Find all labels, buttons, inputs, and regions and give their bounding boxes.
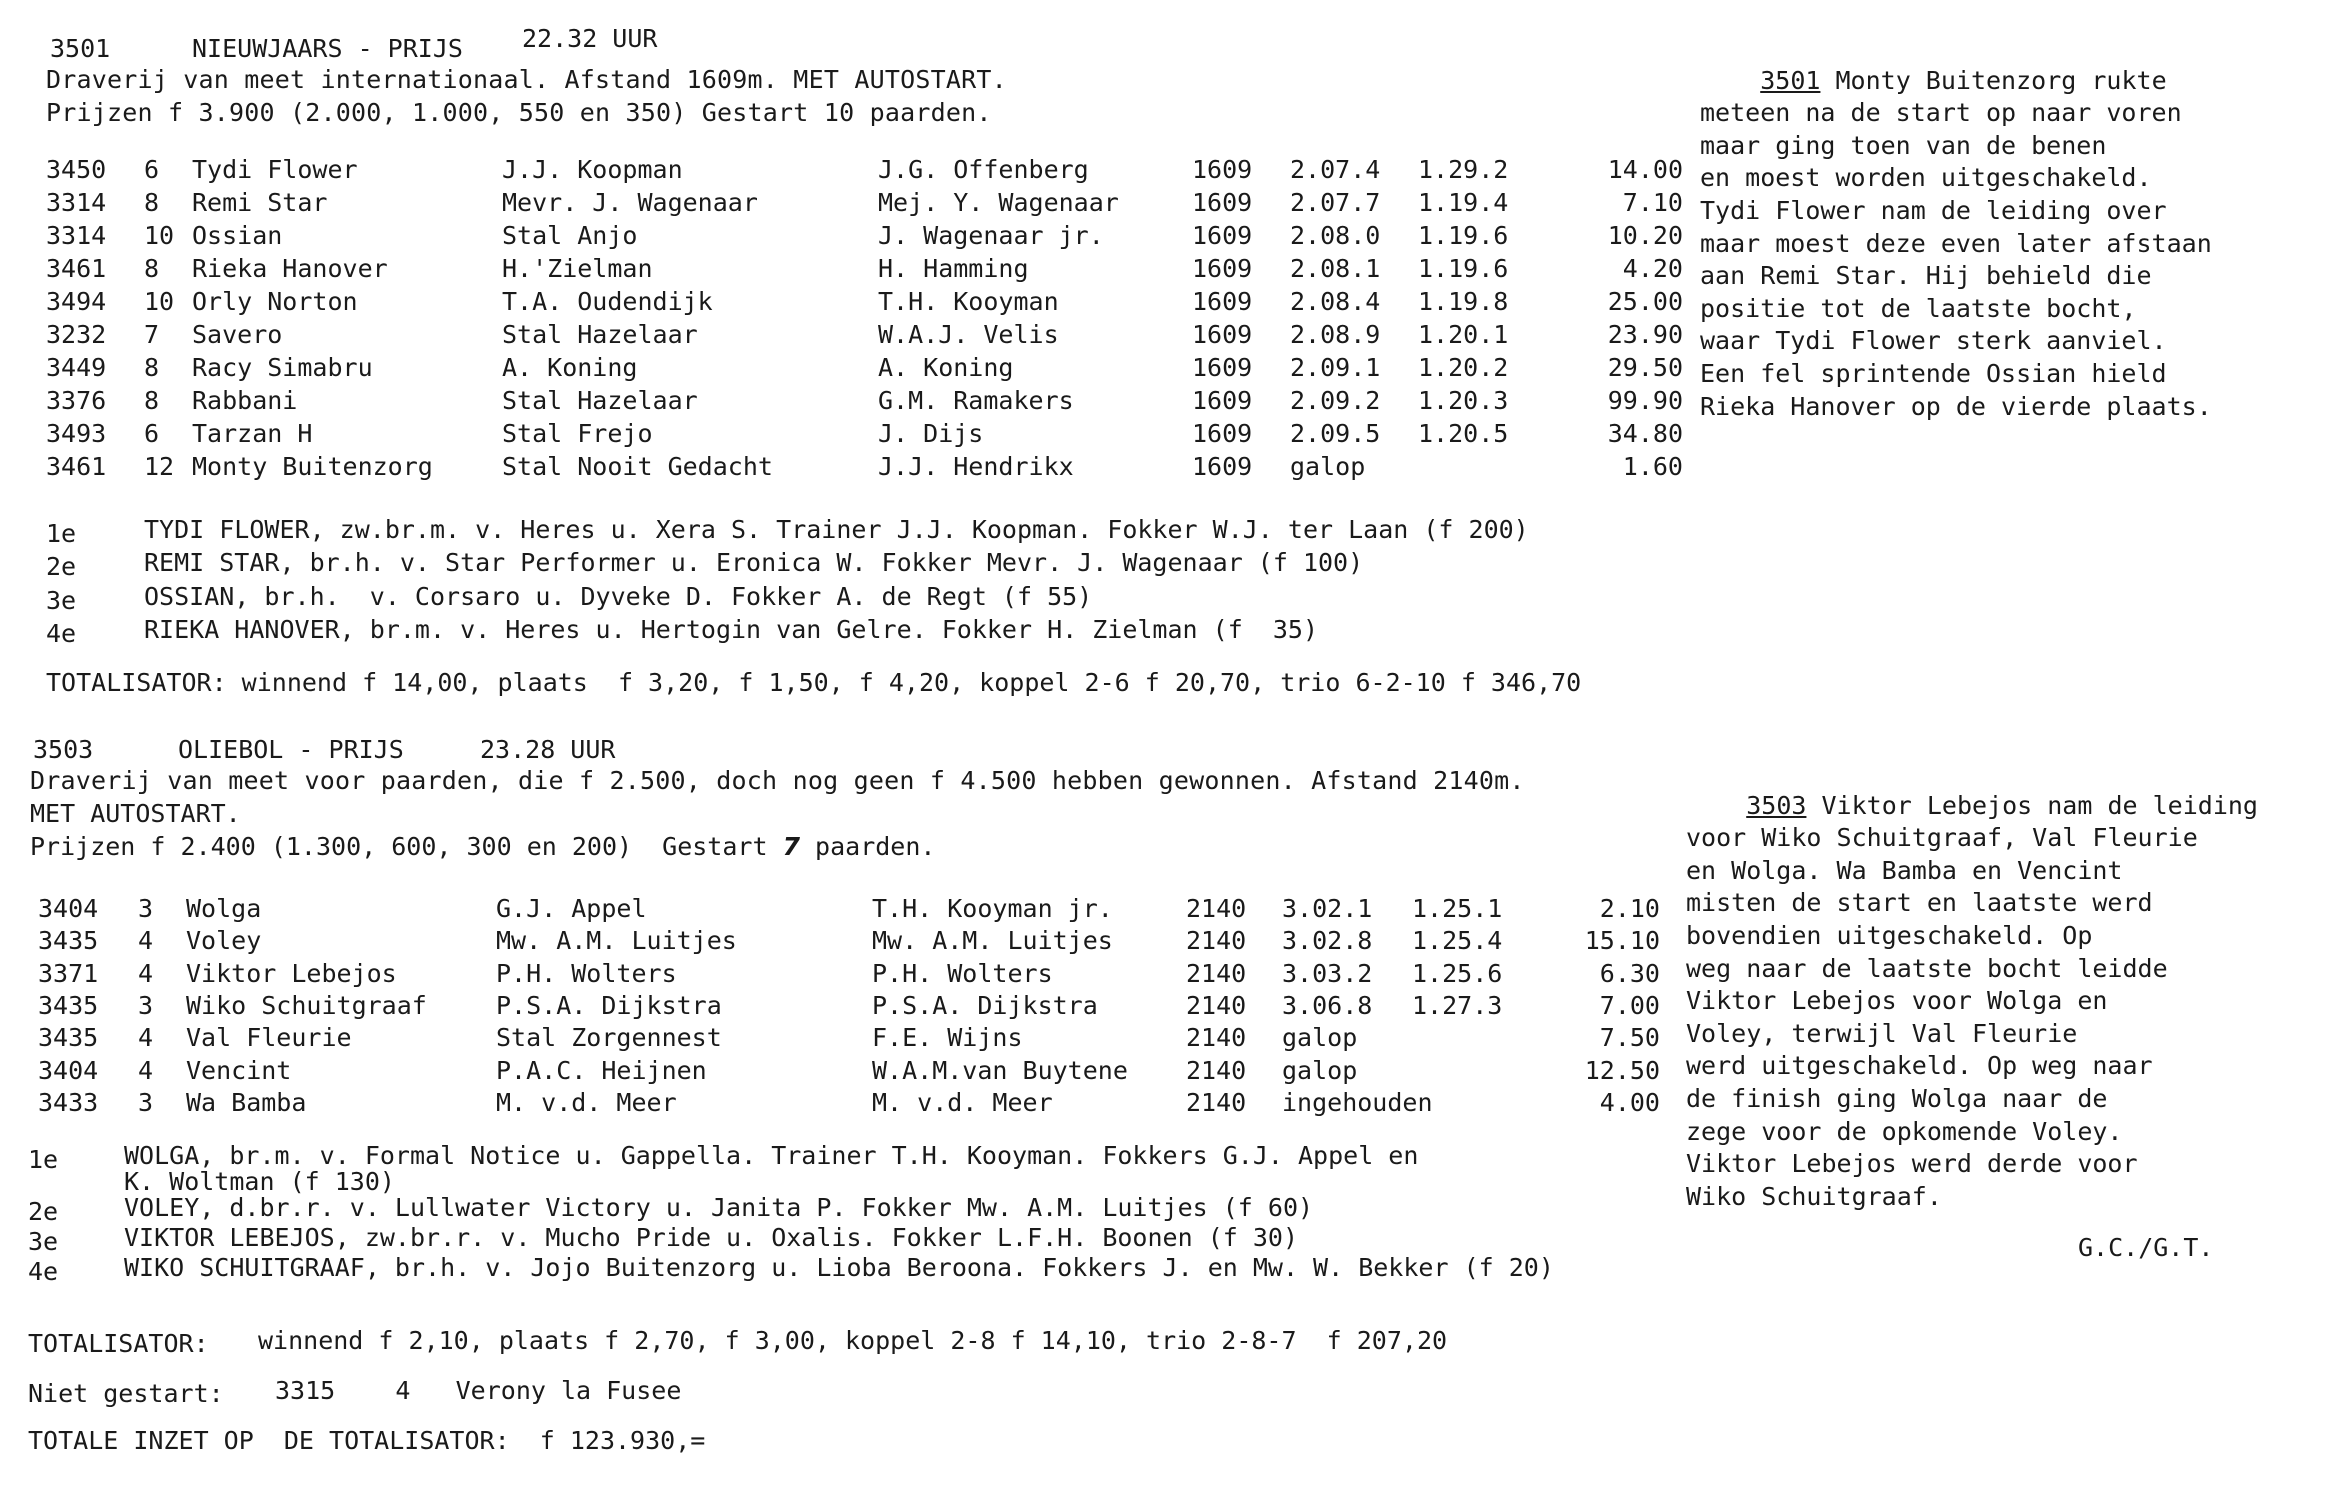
cell-horse: Viktor Lebejos (186, 958, 397, 988)
placing-text: OSSIAN, br.h. v. Corsaro u. Dyveke D. Fokker A. de Regt (f 55) (144, 581, 1093, 611)
table-row (0, 388, 1700, 420)
placing-text: REMI STAR, br.h. v. Star Performer u. Eronica W. Fokker Mevr. J. Wagenaar (f 100) (144, 548, 1364, 578)
race-conditions: Draverij van meet voor paarden, die f 2.500, doch nog geen f 4.500 hebben gewonnen. Afstand 2140m. (30, 766, 1525, 795)
cell-owner: M. v.d. Meer (496, 1087, 677, 1117)
cell-horse: Monty Buitenzorg (192, 452, 433, 481)
cell-driver: T.H. Kooyman jr. (872, 894, 1113, 923)
total-bet: TOTALE INZET OP DE TOTALISATOR: f 123.930,= (28, 1426, 706, 1455)
placing-text: WIKO SCHUITGRAAF, br.h. v. Jojo Buitenzorg u. Lioba Beroona. Fokkers J. en Mw. W. Bekker (f 20) (124, 1253, 1554, 1282)
cell-owner: Stal Hazelaar (502, 386, 698, 415)
cell-owner: Mw. A.M. Luitjes (496, 926, 737, 956)
prizes-text: Prijzen f 2.400 (1.300, 600, 300 en 200) Gestart (30, 832, 783, 861)
report-line: de finish ging Wolga naar de (1686, 1083, 2108, 1113)
cell-owner: A. Koning (502, 353, 638, 382)
race-3503-report (1686, 757, 2258, 1246)
cell-no: 7 (144, 320, 160, 349)
cell-time: galop (1282, 1055, 1358, 1085)
cell-dist: 2140 (1186, 1087, 1247, 1117)
placing-position: 4e (28, 1257, 59, 1286)
placing-text: WOLGA, br.m. v. Formal Notice u. Gappella. Trainer T.H. Kooyman. Fokkers G.J. Appel en (124, 1141, 1419, 1170)
prizes-text-end: paarden. (799, 832, 936, 861)
race-3501-report (1700, 32, 2212, 456)
cell-no: 4 (138, 926, 154, 956)
report-line: meteen na de start op naar voren (1700, 98, 2182, 128)
cell-id: 3461 (46, 452, 107, 481)
cell-dist: 2140 (1186, 894, 1247, 923)
cell-no: 3 (138, 990, 154, 1020)
table-row (0, 1087, 1700, 1122)
placing-text: RIEKA HANOVER, br.m. v. Heres u. Hertogin van Gelre. Fokker H. Zielman (f 35) (144, 614, 1318, 644)
placing-position: 2e (28, 1197, 59, 1226)
cell-id: 3376 (46, 386, 107, 415)
cell-no: 10 (144, 287, 175, 316)
cell-driver: J.G. Offenberg (878, 155, 1089, 184)
cell-dist: 1609 (1192, 254, 1253, 283)
cell-km: 1.20.2 (1418, 353, 1509, 382)
race-number: 3503 (33, 735, 94, 764)
cell-horse: Remi Star (192, 188, 328, 217)
cell-owner: P.H. Wolters (496, 958, 677, 988)
cell-odds: 29.50 (1607, 353, 1683, 382)
cell-horse: Rabbani (192, 386, 298, 415)
cell-dist: 1609 (1192, 287, 1253, 316)
table-row (0, 355, 1700, 387)
cell-id: 3314 (46, 221, 107, 250)
table-row (0, 289, 1700, 321)
cell-id: 3494 (46, 287, 107, 316)
table-row (0, 157, 1700, 189)
race-conditions: Draverij van meet internationaal. Afstand 1609m. MET AUTOSTART. (46, 65, 1007, 94)
cell-horse: Vencint (186, 1055, 292, 1085)
table-row (0, 928, 1700, 960)
cell-owner: Stal Hazelaar (502, 320, 698, 349)
cell-id: 3449 (46, 353, 107, 382)
report-line: voor Wiko Schuitgraaf, Val Fleurie (1686, 823, 2198, 853)
cell-driver: Mw. A.M. Luitjes (872, 926, 1113, 956)
race-autostart: MET AUTOSTART. (30, 799, 241, 828)
report-line: maar moest deze even later afstaan (1700, 228, 2212, 258)
cell-id: 3433 (38, 1087, 99, 1117)
report-line: en moest worden uitgeschakeld. (1700, 163, 2152, 193)
table-row (0, 223, 1700, 255)
report-line: Voley, terwijl Val Fleurie (1686, 1018, 2078, 1048)
cell-odds: 99.90 (1607, 386, 1683, 415)
cell-odds: 7.50 (1599, 1023, 1660, 1053)
cell-dist: 1609 (1192, 386, 1253, 415)
started-count-handwritten: 7 (782, 832, 800, 861)
cell-time: ingehouden (1282, 1087, 1433, 1117)
cell-km: 1.29.2 (1418, 155, 1509, 184)
cell-odds: 1.60 (1622, 452, 1683, 481)
table-row (0, 990, 1700, 1025)
cell-dist: 1609 (1192, 221, 1253, 250)
cell-owner: Stal Zorgennest (496, 1023, 722, 1053)
race-3501-totalisator: TOTALISATOR: winnend f 14,00, plaats f 3,20, f 1,50, f 4,20, koppel 2-6 f 20,70, trio 6-2-10 f 346,70 (46, 668, 1582, 697)
race-time: 22.32 UUR (522, 24, 658, 53)
cell-km: 1.19.4 (1418, 188, 1509, 217)
cell-dist: 2140 (1186, 990, 1247, 1020)
cell-driver: J. Dijs (878, 419, 984, 448)
cell-no: 4 (138, 1023, 154, 1053)
cell-odds: 15.10 (1584, 926, 1660, 956)
cell-odds: 2.10 (1599, 894, 1660, 923)
cell-horse: Ossian (192, 221, 283, 250)
cell-dist: 2140 (1186, 1023, 1247, 1053)
cell-horse: Val Fleurie (186, 1023, 352, 1053)
cell-driver: T.H. Kooyman (878, 287, 1059, 316)
cell-owner: P.S.A. Dijkstra (496, 990, 722, 1020)
cell-owner: Stal Nooit Gedacht (502, 452, 773, 481)
cell-driver: H. Hamming (878, 254, 1029, 283)
cell-time: 3.02.8 (1282, 926, 1373, 956)
cell-dist: 1609 (1192, 155, 1253, 184)
race-3503-totalisator: winnend f 2,10, plaats f 2,70, f 3,00, koppel 2-8 f 14,10, trio 2-8-7 f 207,20 (258, 1326, 1448, 1355)
not-started-label: Niet gestart: (28, 1379, 224, 1408)
cell-owner: Stal Anjo (502, 221, 638, 250)
table-row (0, 958, 1700, 993)
cell-no: 8 (144, 353, 160, 382)
cell-horse: Orly Norton (192, 287, 358, 316)
cell-odds: 4.00 (1599, 1087, 1660, 1117)
placing-text: VOLEY, d.br.r. v. Lullwater Victory u. Janita P. Fokker Mw. A.M. Luitjes (f 60) (124, 1193, 1314, 1222)
cell-no: 8 (144, 188, 160, 217)
cell-horse: Savero (192, 320, 283, 349)
report-line: bovendien uitgeschakeld. Op (1686, 920, 2093, 950)
cell-odds: 7.00 (1599, 990, 1660, 1020)
cell-id: 3404 (38, 894, 99, 923)
cell-id: 3314 (46, 188, 107, 217)
cell-time: 2.07.7 (1290, 188, 1381, 217)
report-line: misten de start en laatste werd (1686, 888, 2153, 918)
cell-id: 3435 (38, 1023, 99, 1053)
cell-owner: T.A. Oudendijk (502, 287, 713, 316)
cell-id: 3404 (38, 1055, 99, 1085)
cell-driver: W.A.M.van Buytene (872, 1055, 1128, 1085)
cell-dist: 2140 (1186, 926, 1247, 956)
cell-km: 1.20.1 (1418, 320, 1509, 349)
table-row (0, 421, 1700, 453)
cell-odds: 25.00 (1607, 287, 1683, 316)
report-line: positie tot de laatste bocht, (1700, 293, 2137, 323)
cell-time: 3.06.8 (1282, 990, 1373, 1020)
table-row (0, 896, 1700, 928)
cell-dist: 1609 (1192, 188, 1253, 217)
report-line: aan Remi Star. Hij behield die (1700, 261, 2152, 291)
cell-no: 3 (138, 894, 154, 923)
cell-id: 3450 (46, 155, 107, 184)
placing-position: 1e (28, 1145, 59, 1174)
report-line: Wiko Schuitgraaf. (1686, 1181, 1942, 1211)
cell-km: 1.19.8 (1418, 287, 1509, 316)
cell-driver: P.S.A. Dijkstra (872, 990, 1098, 1020)
report-line: Een fel sprintende Ossian hield (1700, 358, 2167, 388)
cell-no: 8 (144, 254, 160, 283)
cell-driver: G.M. Ramakers (878, 386, 1074, 415)
report-line: Viktor Lebejos nam de leiding (1806, 790, 2258, 820)
cell-odds: 23.90 (1607, 320, 1683, 349)
cell-horse: Wolga (186, 894, 262, 923)
placing-position: 2e (46, 552, 77, 582)
table-row (0, 454, 1700, 486)
not-started: 3315 4 Verony la Fusee (275, 1376, 682, 1405)
cell-owner: G.J. Appel (496, 894, 647, 923)
cell-no: 4 (138, 1055, 154, 1085)
report-line: Viktor Lebejos werd derde voor (1686, 1149, 2138, 1179)
race-prizes (30, 834, 935, 859)
cell-driver: P.H. Wolters (872, 958, 1053, 988)
table-row (0, 256, 1700, 288)
cell-owner: H.'Zielman (502, 254, 653, 283)
cell-id: 3371 (38, 958, 99, 988)
cell-id: 3435 (38, 926, 99, 956)
cell-odds: 14.00 (1607, 155, 1683, 184)
cell-driver: A. Koning (878, 353, 1014, 382)
cell-time: 2.08.0 (1290, 221, 1381, 250)
report-line: Viktor Lebejos voor Wolga en (1686, 986, 2108, 1016)
report-line: en Wolga. Wa Bamba en Vencint (1686, 855, 2123, 885)
placing-text: TYDI FLOWER, zw.br.m. v. Heres u. Xera S. Trainer J.J. Koopman. Fokker W.J. ter Laan (f 200) (144, 515, 1529, 544)
cell-owner: P.A.C. Heijnen (496, 1055, 707, 1085)
cell-odds: 34.80 (1607, 419, 1683, 448)
cell-odds: 12.50 (1584, 1055, 1660, 1085)
cell-km: 1.20.5 (1418, 419, 1509, 448)
cell-no: 10 (144, 221, 175, 250)
cell-driver: W.A.J. Velis (878, 320, 1059, 349)
cell-owner: J.J. Koopman (502, 155, 683, 184)
placing-position: 3e (28, 1227, 59, 1256)
cell-id: 3435 (38, 990, 99, 1020)
cell-horse: Voley (186, 926, 262, 956)
cell-km: 1.20.3 (1418, 386, 1509, 415)
placing-position: 3e (46, 585, 77, 615)
cell-time: galop (1282, 1023, 1358, 1053)
cell-id: 3493 (46, 419, 107, 448)
report-line: Monty Buitenzorg rukte (1820, 65, 2167, 95)
cell-no: 3 (138, 1087, 154, 1117)
race-name: OLIEBOL - PRIJS (178, 735, 404, 764)
cell-no: 4 (138, 958, 154, 988)
cell-km: 1.27.3 (1412, 990, 1503, 1020)
cell-no: 6 (144, 419, 160, 448)
race-time: 23.28 UUR (480, 735, 616, 764)
cell-horse: Tarzan H (192, 419, 313, 448)
cell-no: 8 (144, 386, 160, 415)
cell-driver: J. Wagenaar jr. (878, 221, 1104, 250)
race-number: 3501 (50, 34, 111, 63)
race-name: NIEUWJAARS - PRIJS (192, 34, 463, 63)
cell-odds: 6.30 (1599, 958, 1660, 988)
cell-id: 3461 (46, 254, 107, 283)
table-row (0, 1025, 1700, 1057)
cell-time: galop (1290, 452, 1366, 481)
cell-no: 6 (144, 155, 160, 184)
cell-dist: 2140 (1186, 958, 1247, 988)
report-line: Rieka Hanover op de vierde plaats. (1700, 391, 2212, 421)
cell-time: 3.03.2 (1282, 958, 1373, 988)
cell-dist: 1609 (1192, 353, 1253, 382)
cell-time: 2.07.4 (1290, 155, 1381, 184)
cell-horse: Wiko Schuitgraaf (186, 990, 427, 1020)
cell-time: 2.08.1 (1290, 254, 1381, 283)
report-line: weg naar de laatste bocht leidde (1686, 953, 2168, 983)
cell-odds: 10.20 (1607, 221, 1683, 250)
placing-text-continued: K. Woltman (f 130) (124, 1167, 395, 1196)
report-line: maar ging toen van de benen (1700, 130, 2107, 160)
placing-position: 1e (46, 519, 77, 548)
cell-dist: 1609 (1192, 452, 1253, 481)
cell-time: 2.09.5 (1290, 419, 1381, 448)
cell-dist: 2140 (1186, 1055, 1247, 1085)
cell-dist: 1609 (1192, 320, 1253, 349)
cell-time: 2.08.4 (1290, 287, 1381, 316)
report-number: 3503 (1746, 790, 1807, 820)
cell-id: 3232 (46, 320, 107, 349)
cell-driver: F.E. Wijns (872, 1023, 1023, 1053)
cell-odds: 7.10 (1622, 188, 1683, 217)
report-line: zege voor de opkomende Voley. (1686, 1116, 2123, 1146)
signature: G.C./G.T. (2078, 1233, 2214, 1262)
cell-km: 1.25.6 (1412, 958, 1503, 988)
race-prizes: Prijzen f 3.900 (2.000, 1.000, 550 en 350) Gestart 10 paarden. (46, 98, 992, 127)
cell-time: 3.02.1 (1282, 894, 1373, 923)
cell-km: 1.19.6 (1418, 221, 1509, 250)
cell-time: 2.08.9 (1290, 320, 1381, 349)
cell-km: 1.25.4 (1412, 926, 1503, 956)
cell-km: 1.25.1 (1412, 894, 1503, 923)
placing-position: 4e (46, 618, 77, 648)
cell-time: 2.09.1 (1290, 353, 1381, 382)
cell-no: 12 (144, 452, 175, 481)
cell-dist: 1609 (1192, 419, 1253, 448)
table-row (0, 1055, 1700, 1090)
cell-owner: Mevr. J. Wagenaar (502, 188, 758, 217)
cell-driver: J.J. Hendrikx (878, 452, 1074, 481)
cell-driver: Mej. Y. Wagenaar (878, 188, 1119, 217)
cell-horse: Wa Bamba (186, 1087, 307, 1117)
cell-km: 1.19.6 (1418, 254, 1509, 283)
table-row (0, 190, 1700, 222)
cell-horse: Rieka Hanover (192, 254, 388, 283)
report-line: werd uitgeschakeld. Op weg naar (1686, 1051, 2153, 1081)
cell-horse: Tydi Flower (192, 155, 358, 184)
table-row (0, 322, 1700, 354)
placing-text: VIKTOR LEBEJOS, zw.br.r. v. Mucho Pride u. Oxalis. Fokker L.F.H. Boonen (f 30) (124, 1223, 1298, 1252)
report-line: waar Tydi Flower sterk aanviel. (1700, 326, 2167, 356)
report-line: Tydi Flower nam de leiding over (1700, 195, 2167, 225)
report-number: 3501 (1760, 65, 1821, 95)
cell-driver: M. v.d. Meer (872, 1087, 1053, 1117)
cell-odds: 4.20 (1622, 254, 1683, 283)
race-3503-totalisator-label: TOTALISATOR: (28, 1329, 209, 1358)
cell-horse: Racy Simabru (192, 353, 373, 382)
cell-time: 2.09.2 (1290, 386, 1381, 415)
cell-owner: Stal Frejo (502, 419, 653, 448)
